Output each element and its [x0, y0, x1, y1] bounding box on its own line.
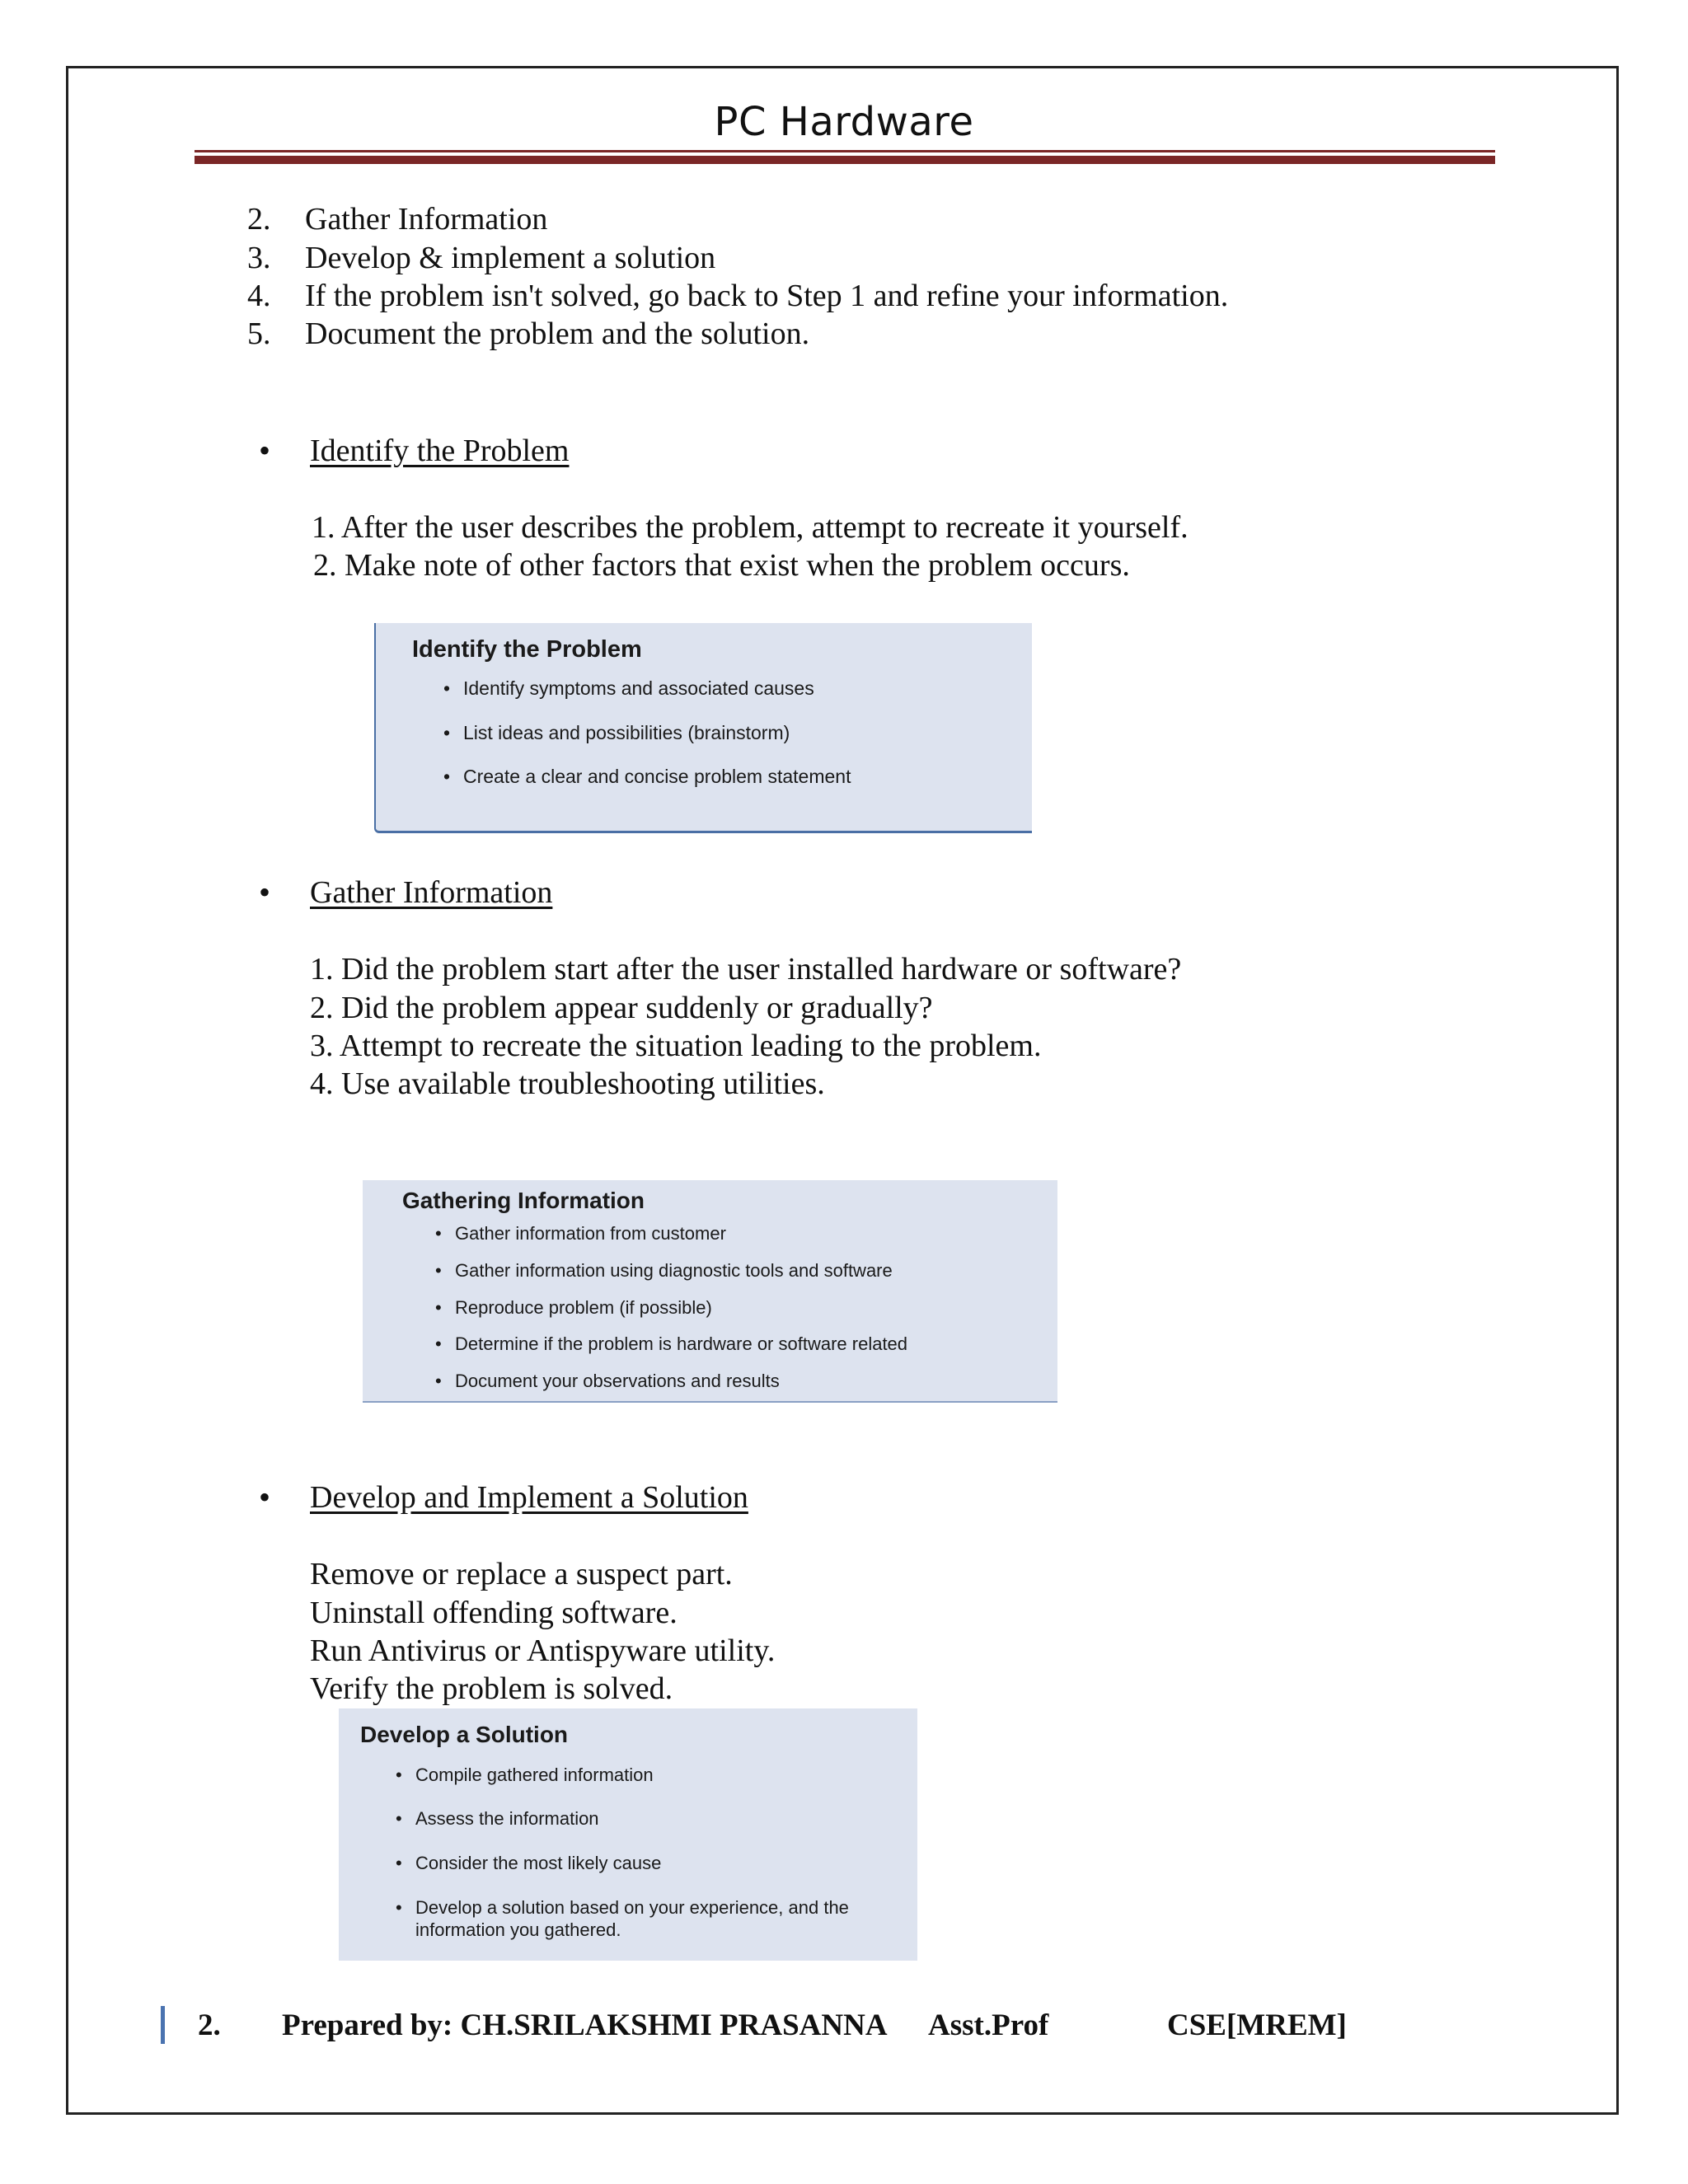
- section-heading-gather: Gather Information: [310, 875, 553, 910]
- header-rule-thick: [195, 156, 1495, 164]
- bullet-icon: •: [259, 432, 271, 469]
- step-number: 3.: [247, 241, 271, 275]
- section-line: Run Antivirus or Antispyware utility.: [310, 1633, 776, 1668]
- bullet-icon: •: [259, 1479, 271, 1516]
- header-rule: [195, 150, 1495, 152]
- develop-solution-box: [339, 1708, 917, 1961]
- footer-role: Asst.Prof: [928, 2008, 1049, 2042]
- section-heading-develop: Develop and Implement a Solution: [310, 1480, 748, 1515]
- section-line: 2. Make note of other factors that exist when the problem occurs.: [313, 548, 1130, 583]
- section-line: Remove or replace a suspect part.: [310, 1557, 733, 1591]
- section-line: 1. After the user describes the problem, attempt to recreate it yourself.: [312, 510, 1189, 545]
- step-text: Document the problem and the solution.: [305, 316, 810, 351]
- step-text: Gather Information: [305, 202, 548, 237]
- section-line: Verify the problem is solved.: [310, 1671, 673, 1706]
- box-item: • Identify symptoms and associated causes: [463, 677, 814, 700]
- box-item: • Develop a solution based on your experience, and the information you gathered.: [415, 1896, 877, 1941]
- section-line: 3. Attempt to recreate the situation leading to the problem.: [310, 1029, 1042, 1063]
- footer-page-number: 2.: [198, 2008, 221, 2042]
- box-title: Identify the Problem: [412, 636, 642, 663]
- section-line: 2. Did the problem appear suddenly or gradually?: [310, 991, 933, 1025]
- bullet-icon: •: [259, 874, 271, 911]
- step-text: Develop & implement a solution: [305, 241, 716, 275]
- box-item: • Assess the information: [415, 1808, 599, 1830]
- box-item: • Document your observations and results: [455, 1371, 780, 1392]
- box-item: • List ideas and possibilities (brainstorm): [463, 722, 790, 744]
- section-line: Uninstall offending software.: [310, 1596, 678, 1630]
- footer-prepared-by: Prepared by: CH.SRILAKSHMI PRASANNA: [282, 2008, 888, 2042]
- box-item: • Gather information from customer: [455, 1223, 726, 1244]
- box-item: • Gather information using diagnostic tools and software: [455, 1260, 893, 1282]
- box-title: Develop a Solution: [360, 1722, 569, 1747]
- section-line: 1. Did the problem start after the user installed hardware or software?: [310, 952, 1182, 987]
- box-title: Gathering Information: [402, 1188, 645, 1213]
- section-line: 4. Use available troubleshooting utilities.: [310, 1066, 825, 1101]
- box-item: • Reproduce problem (if possible): [455, 1297, 712, 1319]
- step-number: 4.: [247, 279, 271, 313]
- step-text: If the problem isn't solved, go back to Step 1 and refine your information.: [305, 279, 1229, 313]
- step-number: 2.: [247, 202, 271, 237]
- step-number: 5.: [247, 316, 271, 351]
- gathering-information-box: [363, 1180, 1057, 1403]
- box-item: • Determine if the problem is hardware or software related: [455, 1333, 907, 1355]
- footer-accent-bar: [161, 2006, 165, 2044]
- box-item: • Compile gathered information: [415, 1765, 654, 1786]
- box-item: • Consider the most likely cause: [415, 1853, 661, 1874]
- footer-department: CSE[MREM]: [1167, 2008, 1347, 2042]
- page-title: PC Hardware: [714, 99, 974, 145]
- section-heading-identify: Identify the Problem: [310, 434, 570, 468]
- box-item: • Create a clear and concise problem statement: [463, 766, 851, 788]
- identify-problem-box: [374, 623, 1032, 833]
